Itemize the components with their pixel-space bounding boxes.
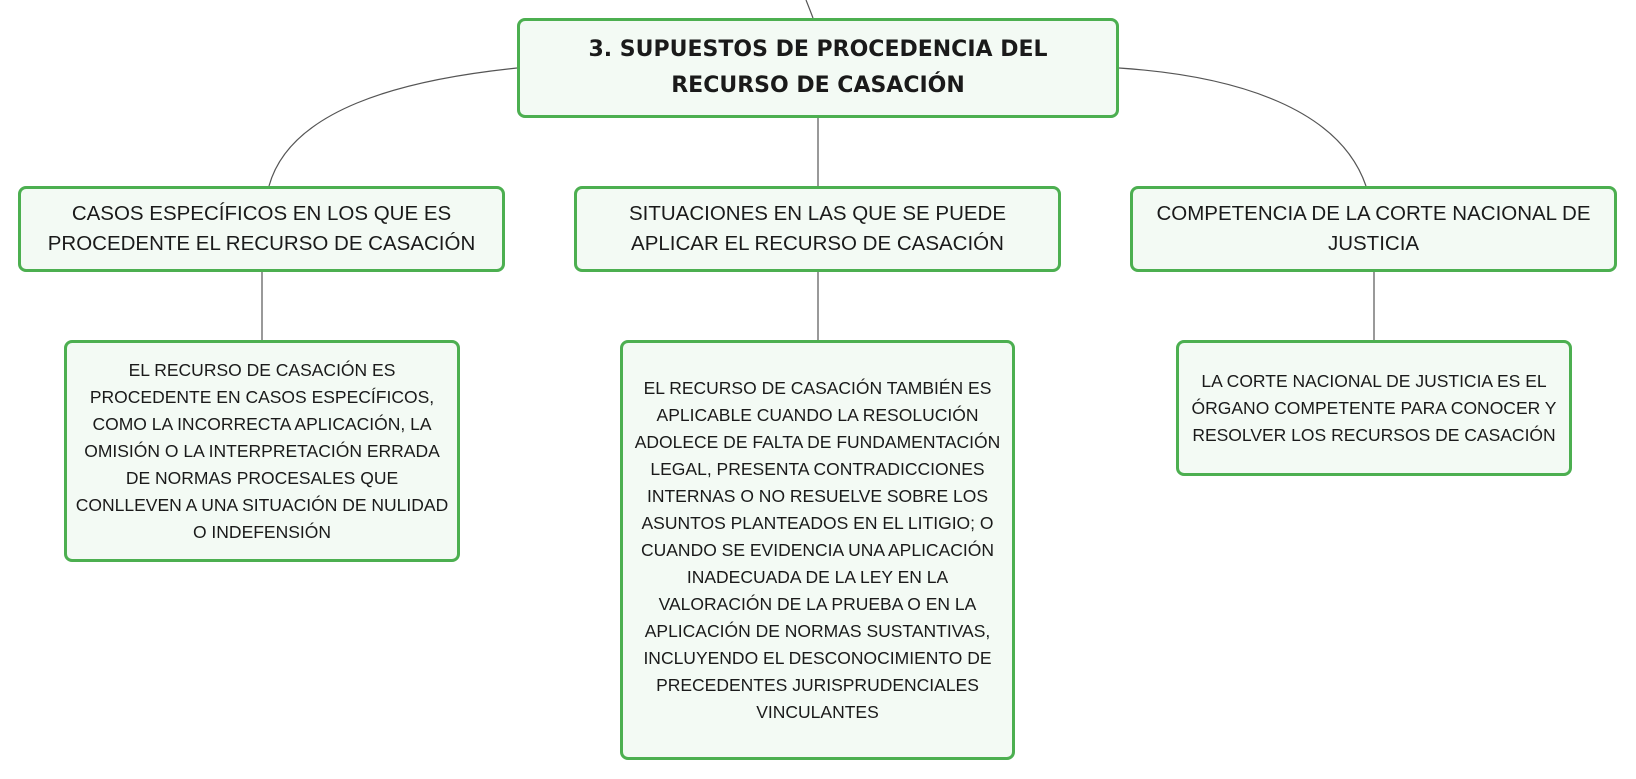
detail-text: EL RECURSO DE CASACIÓN ES PROCEDENTE EN CASOS ESPECÍFICOS, COMO LA INCORRECTA APLICACIÓN, LA OMISIÓN O LA INTERPRETACIÓN ERRADA DE NORMAS PROCESALES QUE CONLLEVEN A UNA SITUACIÓN DE NULIDAD O INDEFENSIÓN <box>75 359 449 542</box>
branch-heading: CASOS ESPECÍFICOS EN LOS QUE ES PROCEDENTE EL RECURSO DE CASACIÓN <box>47 202 476 255</box>
branch-heading: COMPETENCIA DE LA CORTE NACIONAL DE JUSTICIA <box>1156 202 1591 255</box>
connector-incoming-to-root <box>806 0 813 18</box>
branch-node-competencia[interactable] <box>1130 186 1617 272</box>
root-topic-title: 3. SUPUESTOS DE PROCEDENCIA DEL RECURSO DE CASACIÓN <box>588 37 1048 98</box>
connector-root-to-right-branch <box>1119 68 1366 186</box>
connector-root-to-left-branch <box>269 68 517 186</box>
detail-node-casos-especificos[interactable] <box>64 340 460 562</box>
branch-heading: SITUACIONES EN LAS QUE SE PUEDE APLICAR EL RECURSO DE CASACIÓN <box>628 202 1007 255</box>
detail-text: EL RECURSO DE CASACIÓN TAMBIÉN ES APLICABLE CUANDO LA RESOLUCIÓN ADOLECE DE FALTA DE FUNDAMENTACIÓN LEGAL, PRESENTA CONTRADICCIONES INTERNAS O NO RESUELVE SOBRE LOS ASUNTOS PLANTEADOS EN EL LITIGIO; O CUANDO SE EVIDENCIA UNA APLICACIÓN INADECUADA DE LA LEY EN LA VALORACIÓN DE LA PRUEBA O EN LA APLICACIÓN DE NORMAS SUSTANTIVAS, INCLUYENDO EL DESCONOCIMIENTO DE PRECEDENTES JURISPRUDENCIALES VINCULANTES <box>634 377 1001 722</box>
branch-node-situaciones[interactable] <box>574 186 1061 272</box>
root-topic-node[interactable] <box>517 18 1119 118</box>
branch-node-casos-especificos[interactable] <box>18 186 505 272</box>
detail-node-situaciones[interactable] <box>620 340 1015 760</box>
detail-text: LA CORTE NACIONAL DE JUSTICIA ES EL ÓRGANO COMPETENTE PARA CONOCER Y RESOLVER LOS RECURSOS DE CASACIÓN <box>1191 370 1557 445</box>
detail-node-competencia[interactable] <box>1176 340 1572 476</box>
